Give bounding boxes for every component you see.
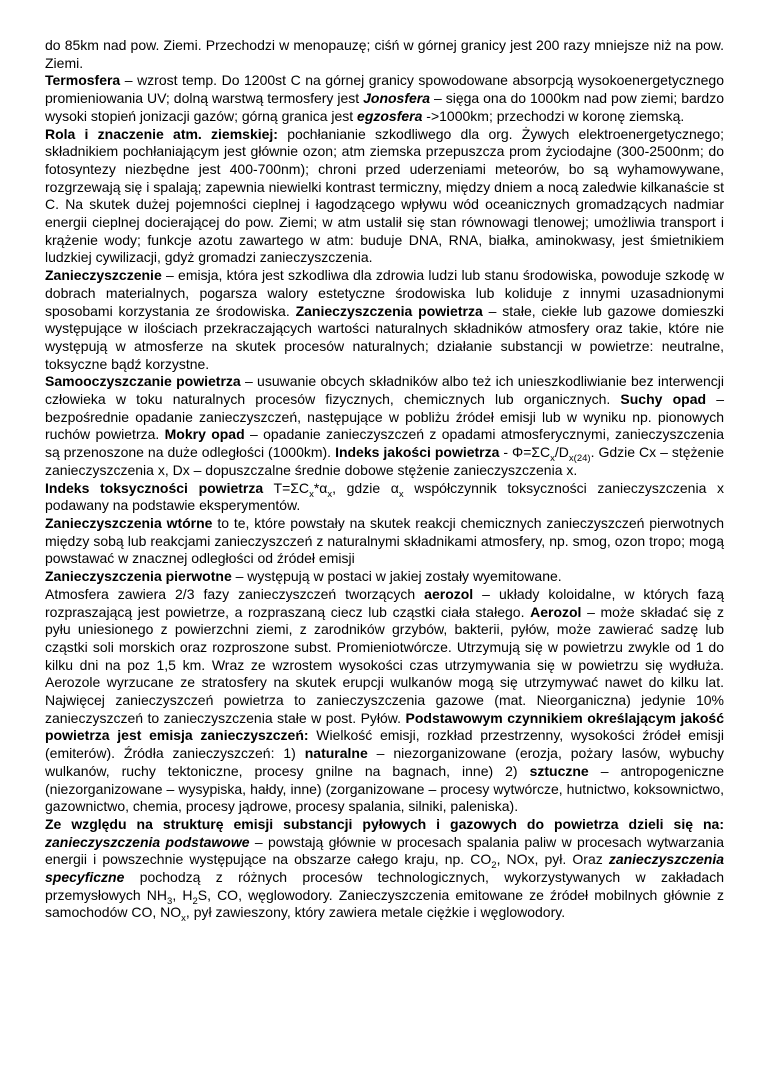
bold-term: Aerozol xyxy=(530,603,582,620)
text-run: – bezpośrednie opadanie zanieczyszczeń, następujące w pobliżu źródeł emisji lub w wyniku np. pionowych ruchów powietrza. xyxy=(45,391,724,443)
bold-term: Zanieczyszczenia powietrza xyxy=(295,302,483,319)
subscript: x xyxy=(181,913,186,925)
subscript: x xyxy=(309,488,314,500)
text-run: to te, które powstały na skutek reakcji chemicznych zanieczyszczeń pierwotnych między sobą lub reakcjami zanieczyszczeń z naturalnymi składnikami atmosfery, np. smog, ozon tropo; mogą powstawać w znacznej odległości od źródeł emisji xyxy=(45,514,724,567)
text-run: – emisja, która jest szkodliwa dla zdrowia ludzi lub stanu środowiska, powoduje szkodę w dobrach materialnych, pogarsza walory estetyczne środowiska lub koliduje z innymi uzasadnionymi sposobami korzystania ze środowiska. xyxy=(45,267,724,319)
text-run: współczynnik toksyczności zanieczyszczenia x podawany na podstawie eksperymentów. xyxy=(45,479,725,514)
text-run: S, CO, węglowodory. Zanieczyszczenia emitowane ze źródeł mobilnych głównie z samochodów CO, NO xyxy=(45,886,724,921)
paragraph xyxy=(45,126,724,268)
bold-term: Podstawowym czynnikiem określającym jakość powietrza jest emisja zanieczyszczeń: xyxy=(45,709,724,744)
text-run: – stałe, ciekłe lub gazowe domieszki występujące w ilościach przekraczających wartości naturalnych składników atmosfery oraz takie, które nie występują w atmosferze na skutek procesów naturalnych; działanie substancji w powietrze: neutralne, toksyczne bądź korzystne. xyxy=(45,302,725,372)
subscript: x xyxy=(327,488,333,500)
paragraph xyxy=(45,568,724,586)
bold-term: Samooczyszczanie powietrza xyxy=(45,373,241,390)
text-run: , H xyxy=(172,886,193,903)
subscript: 2 xyxy=(192,895,198,907)
bold-term: Indeks toksyczności powietrza xyxy=(45,479,264,496)
text-run: *α xyxy=(313,479,328,496)
bold-term: sztuczne xyxy=(529,762,589,779)
bold-italic-term: zanieczyszczenia specyficzne xyxy=(45,851,724,886)
bold-term: aerozol xyxy=(424,585,474,602)
bold-term: naturalne xyxy=(304,745,368,762)
bold-term: Zanieczyszczenia pierwotne xyxy=(45,568,232,585)
text-run: Wielkość emisji, rozkład przestrzenny, wysokości źródeł emisji (emiterów). Źródła zanieczyszczeń: 1) xyxy=(45,727,725,762)
text-run: – antropogeniczne (niezorganizowane – wysypiska, hałdy, inne) (zorganizowane – procesy wytwórcze, hutnictwo, koksownictwo, gazownictwo, chemia, procesy jądrowe, procesy spalania, silniki, paleniska). xyxy=(45,762,725,815)
text-run: /D xyxy=(554,444,569,461)
text-run: – niezorganizowane (erozja, pożary lasów, wybuchy wulkanów, ruchy tektoniczne, procesy gnilne na bagnach, inne) 2) xyxy=(45,745,724,779)
text-run: do 85km nad pow. Ziemi. Przechodzi w menopauzę; ciśń w górnej granicy jest 200 razy mniejsze niż na pow. Ziemi. xyxy=(45,37,724,71)
bold-italic-term: egzosfera xyxy=(357,107,423,124)
subscript: 2 xyxy=(491,860,497,872)
subscript: 3 xyxy=(167,895,173,907)
bold-italic-term: zanieczyszczenia podstawowe xyxy=(45,833,250,850)
text-run: Atmosfera zawiera 2/3 fazy zanieczyszczeń tworzących xyxy=(45,585,425,602)
bold-term: Termosfera xyxy=(45,72,121,89)
bold-italic-term: Jonosfera xyxy=(363,90,431,107)
text-run: , gdzie α xyxy=(332,479,399,496)
text-run: – układy koloidalne, w których fazą rozpraszającą jest powietrze, a rozpraszaną ciecz lub cząstki ciała stałego. xyxy=(45,585,724,620)
text-run: pochłanianie szkodliwego dla org. Żywych elektroenergetycznego; składnikiem pochłaniającym jest głównie ozon; atm ziemska przepuszcza prom życiodajne (300-2500nm; do fotosyntezy niezbędne jest 400-700nm); chroni przed uderzeniami meteorów, bo są wyhamowywane, rozgrzewają się i spalają; zapewnia niewielki kontrast termiczny, między dniem a nocą zaledwie kilkanaście st C. Na skutek dużej pojemności cieplnej i łagodzącego wpływu wód oceanicznych gromadzących nadmiar energii cieplnej docierającej do pow. Ziemi; w atm ustalił się stan równowagi tlenowej; umożliwia transport i krążenie wody; funkcje azotu zawartego w atm: buduje DNA, RNA, białka, aminokwasy, jest śmietnikiem ludzkiej cywilizacji, gdyż gromadzi zanieczyszczenia. xyxy=(45,125,725,266)
paragraph xyxy=(45,480,724,515)
text-run: . Gdzie Cx – stężenie zanieczyszczenia x, Dx – dopuszczalne średnie dobowe stężenie zanieczyszczenia x. xyxy=(45,444,725,478)
paragraph xyxy=(45,515,724,568)
bold-term: Mokry opad xyxy=(164,426,245,443)
text-run: – może składać się z pyłu uniesionego z powierzchni ziemi, z zarodników grzybów, bakterii, pyłów, może zawierać sadzę lub cząstki soli morskich oraz rozproszone subst. Promieniotwórcze. Utrzymują się w powietrzu zwykle od 1 do kilku dni na poz 1,5 km. Wraz ze wzrostem wysokości czas utrzymywania się w powietrzu się wydłuża. Aerozole wyrzucane ze stratosfery na skutek erupcji wulkanów mogą się utrzymywać nawet do kilku lat. Najwięcej zanieczyszczeń powietrza to zanieczyszczenia gazowe (mat. Nieorganiczna) jedynie 10% zanieczyszczeń to zanieczyszczenia stałe w post. Pyłów. xyxy=(45,603,724,726)
text-run: - Φ=ΣC xyxy=(499,444,551,461)
text-run: T=ΣC xyxy=(263,479,310,496)
paragraph xyxy=(45,373,724,479)
subscript: x xyxy=(550,452,555,464)
text-run: – usuwanie obcych składników albo też ich unieszkodliwianie bez interwencji człowieka w toku naturalnych procesów fizycznych, chemicznych lub organicznych. xyxy=(45,373,724,408)
text-run: , pył zawieszony, który zawiera metale ciężkie i węglowodory. xyxy=(185,904,566,921)
bold-term: Zanieczyszczenie xyxy=(45,267,162,284)
paragraph xyxy=(45,586,724,816)
bold-term: Ze względu na strukturę emisji substancji pyłowych i gazowych do powietrza dzieli się na: xyxy=(45,815,724,832)
bold-term: Indeks jakości powietrza xyxy=(335,444,500,461)
text-run: – sięga ona do 1000km nad pow ziemi; bardzo wysoki stopień jonizacji gazów; górną granica jest xyxy=(45,90,724,124)
paragraph xyxy=(45,815,724,925)
bold-term: Zanieczyszczenia wtórne xyxy=(45,514,213,531)
document-body xyxy=(45,37,725,925)
bold-term: Rola i znaczenie atm. ziemskiej: xyxy=(45,125,278,142)
text-run: – opadanie zanieczyszczeń z opadami atmosferycznymi, zanieczyszczenia są przenoszone na duże odległości (1000km). xyxy=(45,426,724,461)
text-run: – powstają głównie w procesach spalania paliw w procesach wytwarzania energii i powszechnie występujące na obszarze całego kraju, np. CO xyxy=(45,833,724,868)
text-run: – występują w postaci w jakiej zostały wyemitowane. xyxy=(231,568,562,585)
paragraph xyxy=(45,37,724,72)
paragraph xyxy=(45,267,724,373)
text-run: ->1000km; przechodzi w koronę ziemską. xyxy=(422,107,685,124)
text-run: – wzrost temp. Do 1200st C na górnej granicy spowodowane absorpcją wysokoenergetycznego promieniowania UV; dolną warstwą termosfery jest xyxy=(45,72,724,107)
text-run: , NOx, pył. Oraz xyxy=(496,851,609,868)
subscript: x(24) xyxy=(568,452,591,464)
text-run: pochodzą z różnych procesów technologicznych, wykorzystywanych w zakładach przemysłowych NH xyxy=(45,869,724,903)
bold-term: Suchy opad xyxy=(620,391,707,408)
paragraph xyxy=(45,72,724,125)
subscript: x xyxy=(398,488,404,500)
